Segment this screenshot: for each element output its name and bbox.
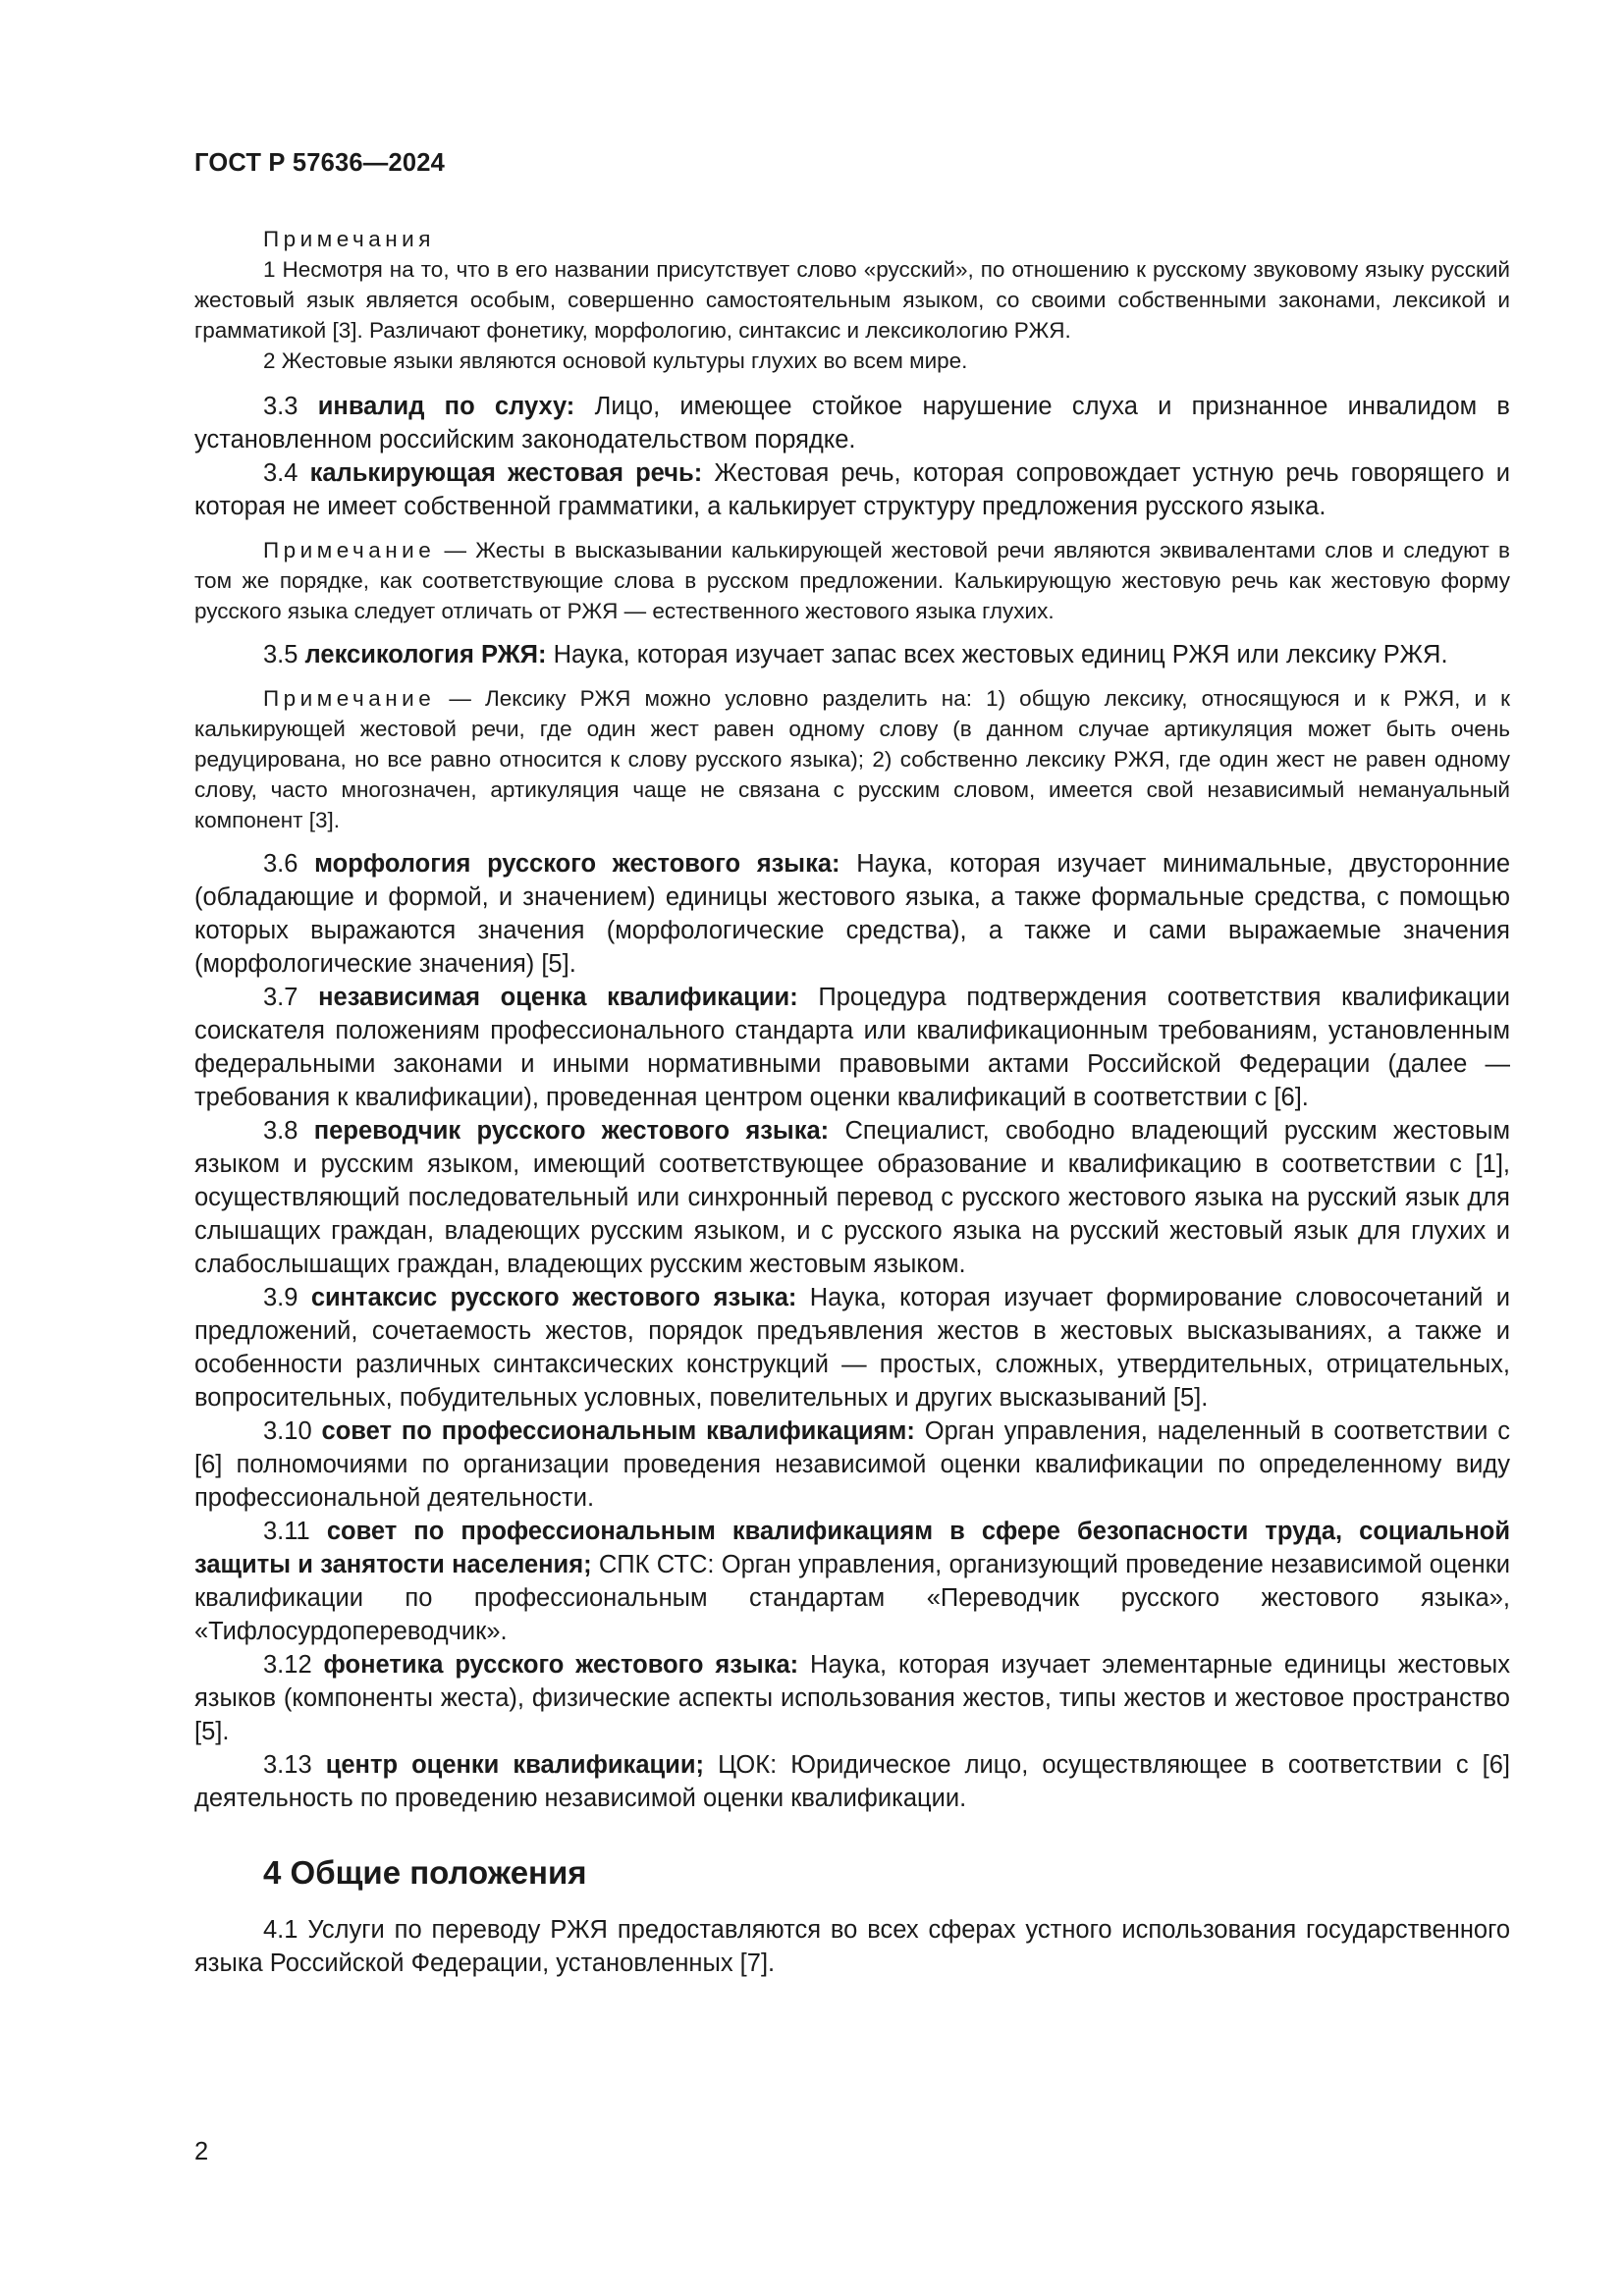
note-item-2: 2 Жестовые языки являются основой культуры глухих во всем мире. [263, 348, 968, 373]
term-name: совет по профессиональным квалификациям в сфере безопасности труда, социальной защиты и занятости населения; [194, 1518, 1510, 1578]
term-name: независимая оценка квалификации: [318, 984, 798, 1011]
term-3-12: 3.12 фонетика русского жестового языка: Наука, которая изучает элементарные единицы жестовых языков (компоненты жеста), физические аспекты использования жестов, типы жестов и жестовое пространство [5]. [194, 1651, 1511, 1745]
term-name: лексикология РЖЯ: [304, 641, 547, 668]
term-name: центр оценки квалификации; [325, 1751, 705, 1779]
term-3-9: 3.9 синтаксис русского жестового языка: Наука, которая изучает формирование словосочетаний и предложений, сочетаемость жестов, порядок предъявления жестов в жестовых высказываниях, а также и особенности различных синтаксических конструкций — простых, сложных, утвердительных, отрицательных, вопросительных, побудительных условных, повелительных и других высказываний [5]. [194, 1284, 1510, 1412]
term-name: синтаксис русского жестового языка: [310, 1284, 797, 1311]
term-name: переводчик русского жестового языка: [313, 1117, 830, 1145]
term-3-7: 3.7 независимая оценка квалификации: Процедура подтверждения соответствия квалификации соискателя положениям профессионального стандарта или квалификационным требованиям, установленным федеральными законами и иными нормативными правовыми актами Российской Федерации (далее — требования к квалификации), проведенная центром оценки квалификаций в соответствии с [6]. [194, 984, 1511, 1111]
note-item-1: 1 Несмотря на то, что в его названии присутствует слово «русский», по отношению к русскому звуковому языку русский жестовый язык является особым, совершенно самостоятельным языком, со своими собственными законами, лексикой и грамматикой [3]. Различают фонетику, морфологию, синтаксис и лексикологию РЖЯ. [194, 257, 1510, 343]
term-3-6: 3.6 морфология русского жестового языка: Наука, которая изучает минимальные, двусторонние (обладающие и формой, и значением) единицы жестового языка, а также формальные средства, с помощью которых выражаются значения (морфологические средства), а также и сами выражаемые значения (морфологические значения) [5]. [194, 850, 1510, 978]
note-term-3-5: Примечание — Лексику РЖЯ можно условно разделить на: 1) общую лексику, относящуюся и к РЖЯ, и к калькирующей жестовой речи, где один жест равен одному слову (в данном случае артикуляция может быть очень редуцирована, но все равно относится к слову русского языка); 2) собственно лексику РЖЯ, где один жест не равен одному слову, часто многозначен, артикуляция чаще не связана с русским словом, имеется свой независимый немануальный компонент [3]. [194, 686, 1510, 832]
term-name: инвалид по слуху: [317, 393, 575, 420]
page-number: 2 [194, 2138, 209, 2165]
term-3-3: 3.3 инвалид по слуху: Лицо, имеющее стойкое нарушение слуха и признанное инвалидом в установленном российским законодательством порядке. [194, 393, 1510, 454]
term-3-10: 3.10 совет по профессиональным квалификациям: Орган управления, наделенный в соответствии с [6] полномочиями по организации проведения независимой оценки квалификации по определенному виду профессиональной деятельности. [194, 1417, 1510, 1512]
term-3-13: 3.13 центр оценки квалификации; ЦОК: Юридическое лицо, осуществляющее в соответствии с [6] деятельность по проведению независимой оценки квалификации. [194, 1751, 1511, 1812]
note-term-3-4: Примечание — Жесты в высказывании калькирующей жестовой речи являются эквивалентами слов и следуют в том же порядке, как соответствующие слова в русском предложении. Калькирующую жестовую речь как жестовую форму русского языка следует отличать от РЖЯ — естественного жестового языка глухих. [194, 538, 1510, 623]
term-3-11: 3.11 совет по профессиональным квалификациям в сфере безопасности труда, социальной защиты и занятости населения; СПК СТС: Орган управления, организующий проведение независимой оценки квалификации по профессиональным стандартам «Переводчик русского жестового языка», «Тифлосурдопереводчик». [194, 1518, 1510, 1645]
term-name: морфология русского жестового языка: [314, 850, 840, 878]
section-4-heading: 4 Общие положения [263, 1854, 587, 1891]
document-body [194, 224, 1510, 1980]
notes-label: Примечания [263, 227, 435, 251]
term-3-5: 3.5 лексикология РЖЯ: Наука, которая изучает запас всех жестовых единиц РЖЯ или лексику РЖЯ. [263, 641, 1448, 668]
document-code-header: ГОСТ Р 57636—2024 [194, 149, 446, 177]
notes-block-1 [194, 224, 1510, 376]
term-3-4: 3.4 калькирующая жестовая речь: Жестовая речь, которая сопровождает устную речь говорящего и которая не имеет собственной грамматики, а калькирует структуру предложения русского языка. [194, 459, 1510, 520]
term-name: совет по профессиональным квалификациям: [321, 1417, 915, 1445]
term-name: фонетика русского жестового языка: [323, 1651, 799, 1679]
term-3-8: 3.8 переводчик русского жестового языка: Специалист, свободно владеющий русским жестовым языком и русским языком, имеющий соответствующее образование и квалификацию в соответствии с [1], осуществляющий последовательный или синхронный перевод с русского жестового языка на русский язык для слышащих граждан, владеющих русским языком, и с русского языка на русский жестовый язык для глухих и слабослышащих граждан, владеющих русским жестовым языком. [194, 1117, 1511, 1278]
paragraph-4-1: 4.1 Услуги по переводу РЖЯ предоставляются во всех сферах устного использования государственного языка Российской Федерации, установленных [7]. [194, 1916, 1510, 1977]
term-name: калькирующая жестовая речь: [309, 459, 703, 487]
